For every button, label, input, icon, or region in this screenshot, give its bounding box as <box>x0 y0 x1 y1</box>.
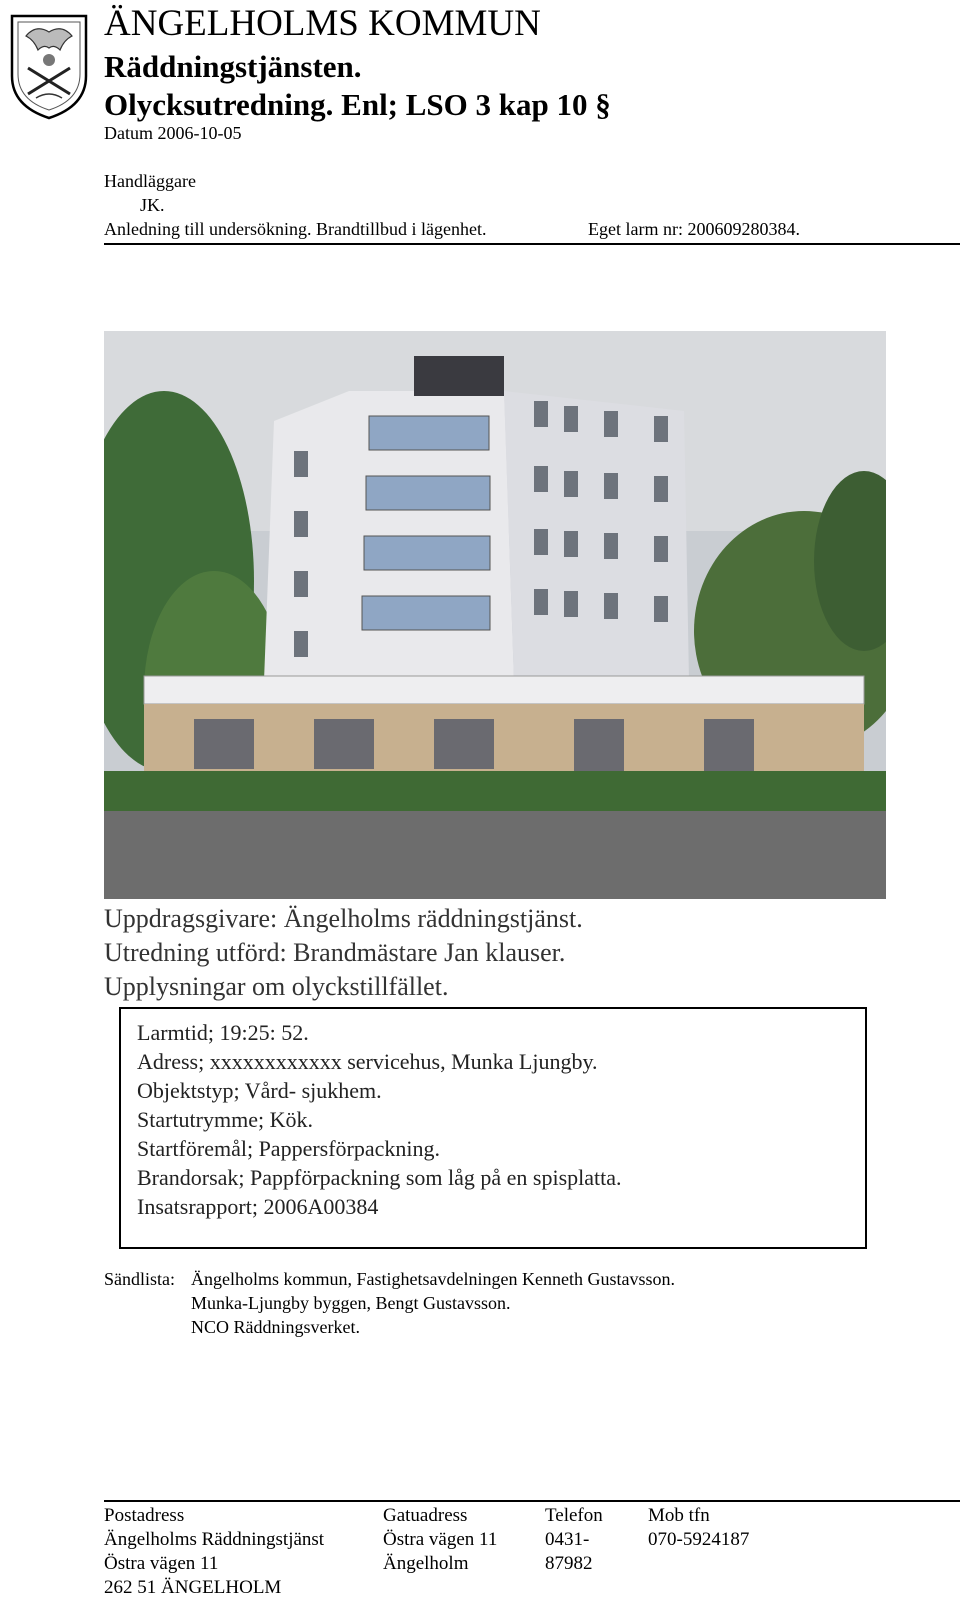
footer-postal-line: Östra vägen 11 <box>104 1553 219 1574</box>
footer-phone-line: 0431- <box>545 1529 590 1550</box>
header-rule <box>104 243 960 245</box>
report-date: Datum 2006-10-05 <box>104 123 242 143</box>
investigation-reason: Anledning till undersökning. Brandtillbud i lägenhet. <box>104 219 487 239</box>
info-heading: Upplysningar om olyckstillfället. <box>104 972 449 1001</box>
footer-postal-line: 262 51 ÄNGELHOLM <box>104 1577 282 1598</box>
footer-phone-line: 87982 <box>545 1553 593 1574</box>
building-photo <box>104 331 886 899</box>
department-title: Räddningstjänsten. <box>104 49 362 84</box>
detail-alarm-time: Larmtid; 19:25: 52. <box>137 1020 309 1045</box>
distribution-line: Munka-Ljungby byggen, Bengt Gustavsson. <box>191 1293 511 1313</box>
detail-start-room: Startutrymme; Kök. <box>137 1107 313 1132</box>
footer-header-mobile: Mob tfn <box>648 1505 710 1526</box>
detail-fire-cause: Brandorsak; Pappförpackning som låg på en spisplatta. <box>137 1165 622 1190</box>
handler-value: JK. <box>140 195 165 215</box>
detail-address: Adress; xxxxxxxxxxxx servicehus, Munka Ljungby. <box>137 1049 598 1074</box>
report-title: Olycksutredning. Enl; LSO 3 kap 10 § <box>104 87 611 122</box>
alarm-number: Eget larm nr: 200609280384. <box>588 219 800 239</box>
client-line: Uppdragsgivare: Ängelholms räddningstjänst. <box>104 904 583 933</box>
footer-street-line: Ängelholm <box>383 1553 469 1574</box>
municipality-title: ÄNGELHOLMS KOMMUN <box>104 3 541 44</box>
footer-street-line: Östra vägen 11 <box>383 1529 498 1550</box>
incident-details-box <box>119 1007 867 1249</box>
footer-rule <box>104 1500 960 1502</box>
footer-mobile-line: 070-5924187 <box>648 1529 750 1550</box>
detail-object-type: Objektstyp; Vård- sjukhem. <box>137 1078 382 1103</box>
investigator-line: Utredning utförd: Brandmästare Jan klauser. <box>104 938 566 967</box>
distribution-line: Ängelholms kommun, Fastighetsavdelningen Kenneth Gustavsson. <box>191 1269 675 1289</box>
detail-start-object: Startföremål; Pappersförpackning. <box>137 1136 441 1161</box>
handler-label: Handläggare <box>104 171 196 191</box>
footer-postal-line: Ängelholms Räddningstjänst <box>104 1529 325 1550</box>
detail-incident-report: Insatsrapport; 2006A00384 <box>137 1194 379 1219</box>
distribution-line: NCO Räddningsverket. <box>191 1317 360 1337</box>
coat-of-arms-logo <box>6 6 92 122</box>
distribution-label: Sändlista: <box>104 1269 175 1289</box>
footer-header-street: Gatuadress <box>383 1505 468 1526</box>
footer-header-postal: Postadress <box>104 1505 185 1526</box>
footer-header-phone: Telefon <box>545 1505 603 1526</box>
